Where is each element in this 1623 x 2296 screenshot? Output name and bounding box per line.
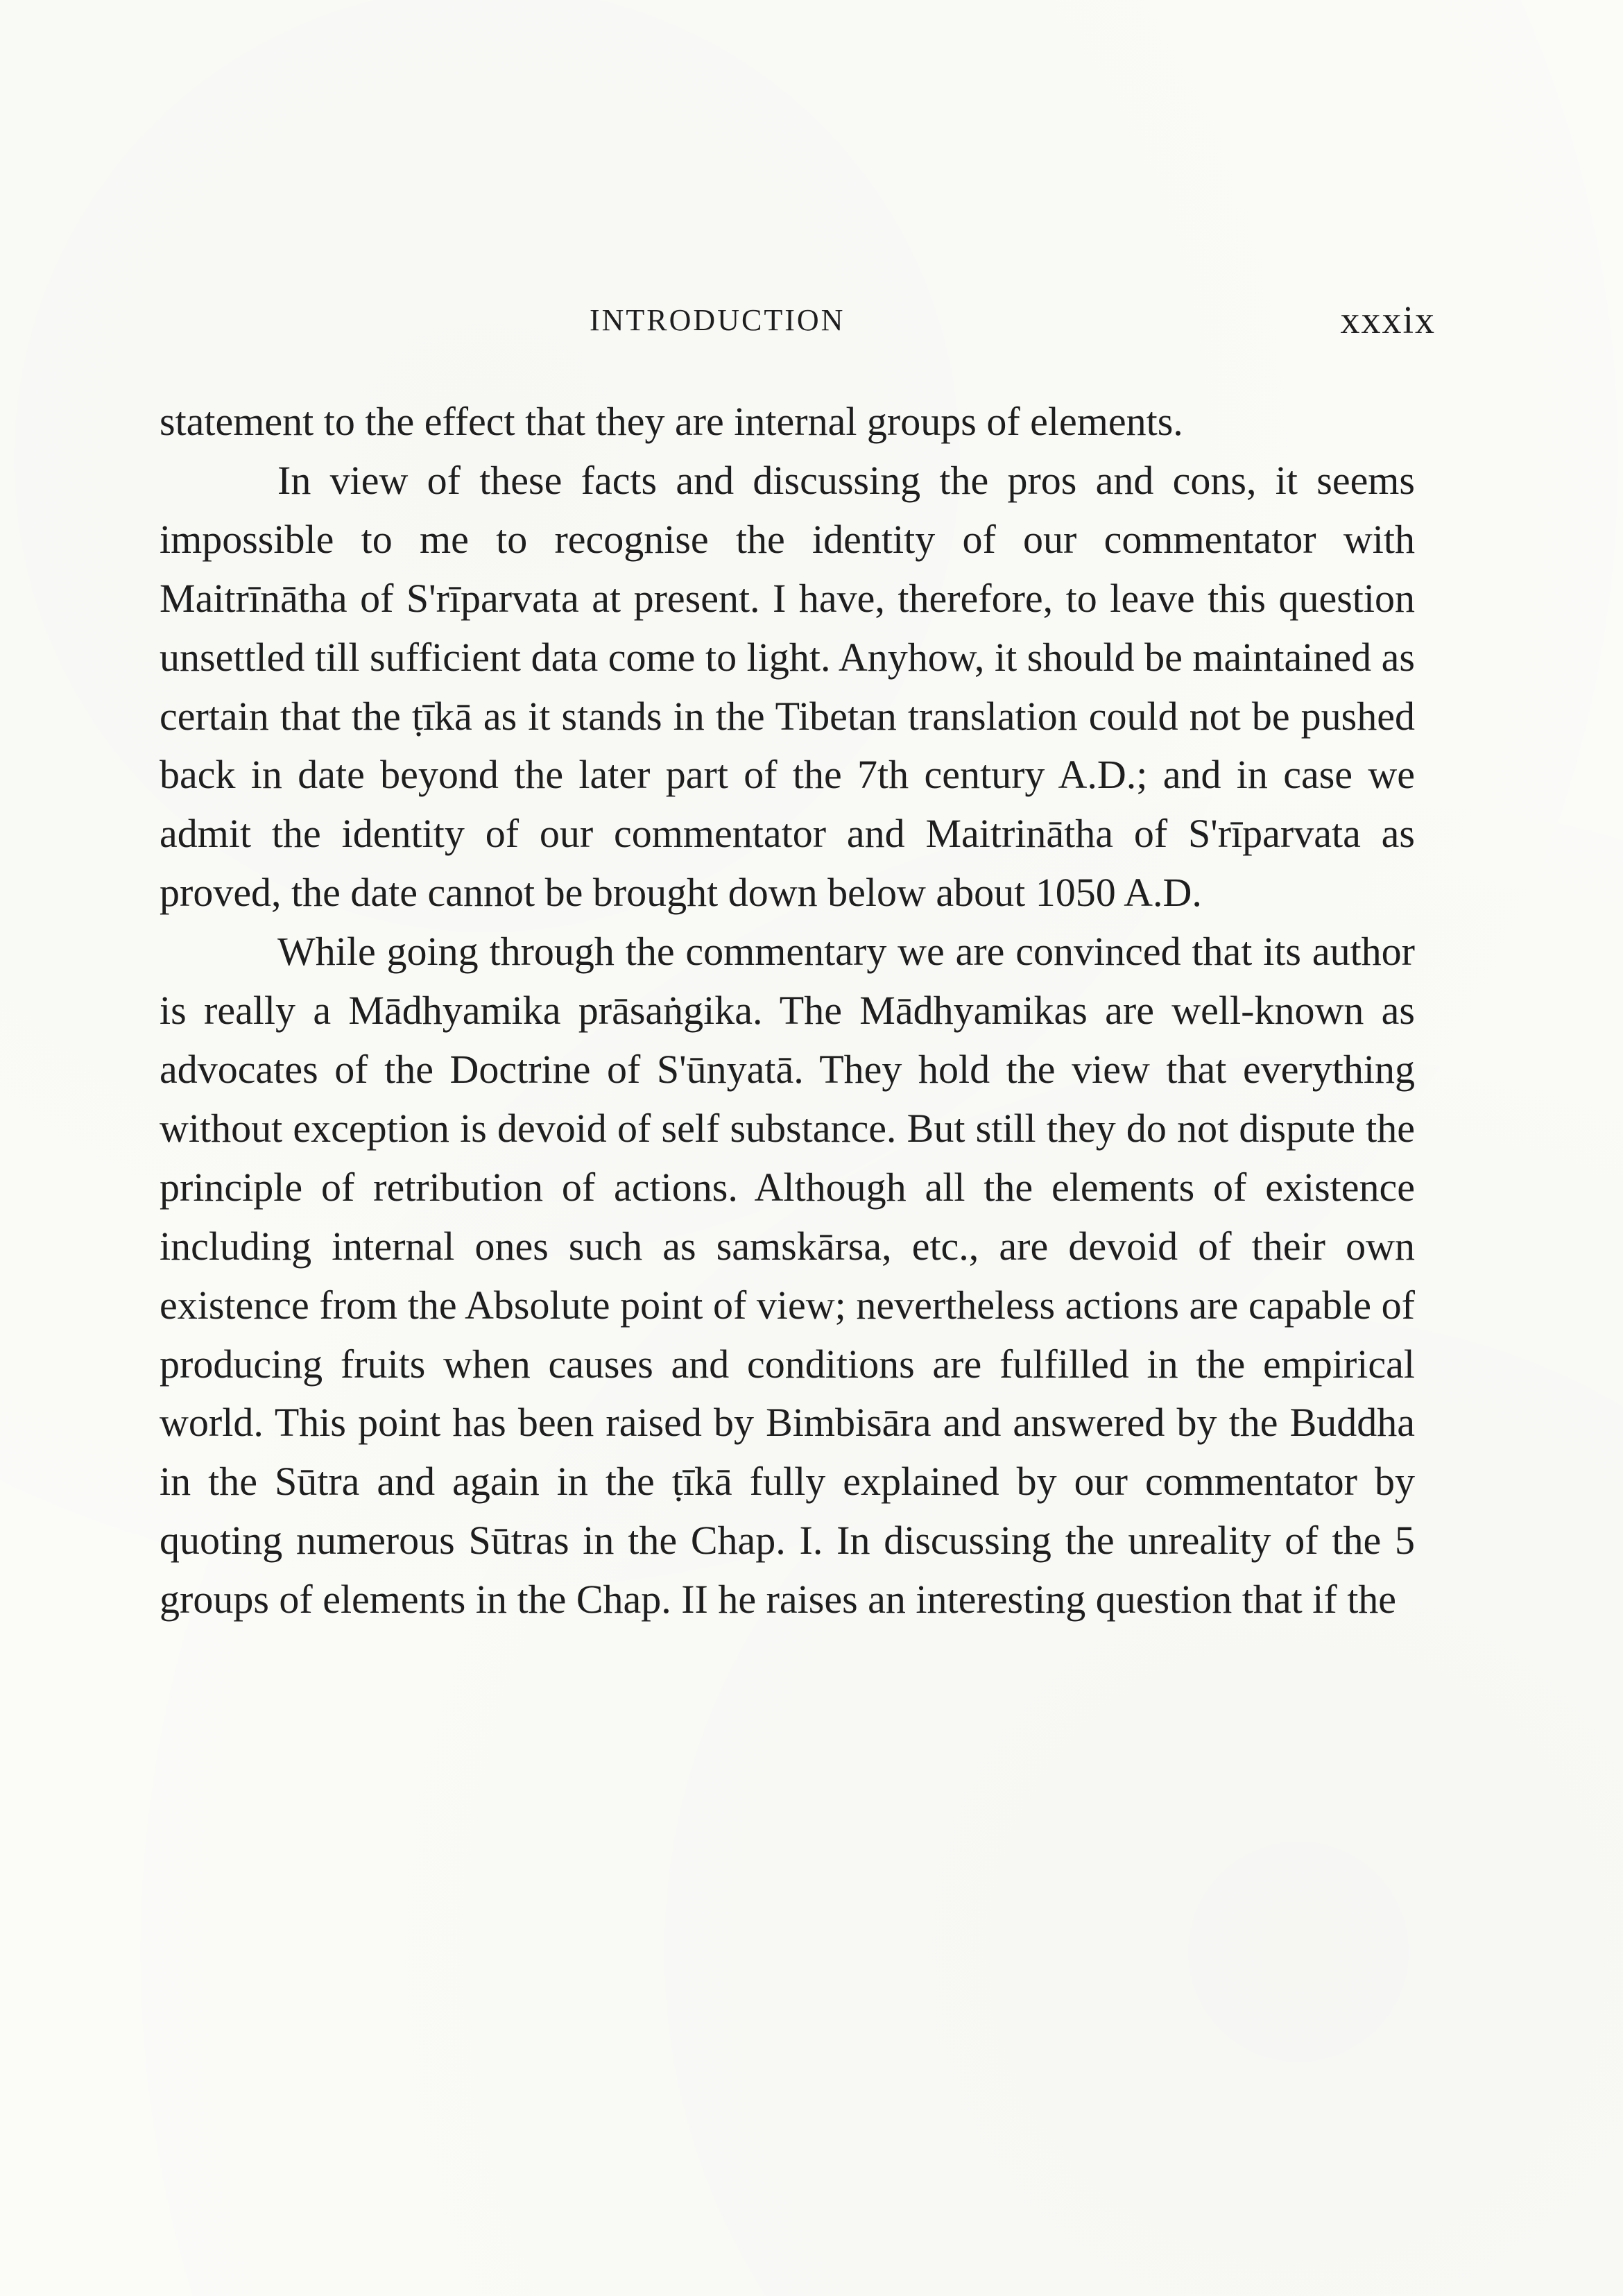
paragraph-madhyamika: While going through the commentary we are convinced that its author is really a Mādhyamika prāsaṅgika. The Mādhyamikas are well-known as advocates of the Doctrine of S'ūnyatā. They hold the view that everything without exception is devoid of self substance. But still they do not dispute the principle of retribution of actions. Although all the elements of existence including internal ones such as samskārsa, etc., are devoid of their own existence from the Absolute point of view; nevertheless actions are capable of producing fruits when causes and conditions are fulfilled in the empirical world. This point has been raised by Bimbisāra and answered by the Buddha in the Sūtra and again in the ṭīkā fully explained by our commentator by quoting numerous Sūtras in the Chap. I. In discussing the unreality of the 5 groups of elements in the Chap. II he raises an interesting question that if the — [160, 929, 1415, 1622]
running-title: INTRODUCTION — [590, 303, 845, 337]
running-head — [160, 299, 1436, 344]
page-number: xxxix — [1340, 299, 1436, 342]
paragraph-continued: statement to the effect that they are internal groups of elements. — [160, 399, 1183, 444]
body-text — [160, 393, 1415, 1629]
paragraph-identity-of-commentator: In view of these facts and discussing the pros and cons, it seems impossible to me to recognise the identity of our commentator with Maitrīnātha of S'rīparvata at present. I have, therefore, to leave this question unsettled till sufficient data come to light. Anyhow, it should be maintained as certain that the ṭīkā as it stands in the Tibetan translation could not be pushed back in date beyond the later part of the 7th century A.D.; and in case we admit the identity of our commentator and Maitrinātha of S'rīparvata as proved, the date cannot be brought down below about 1050 A.D. — [160, 457, 1415, 916]
